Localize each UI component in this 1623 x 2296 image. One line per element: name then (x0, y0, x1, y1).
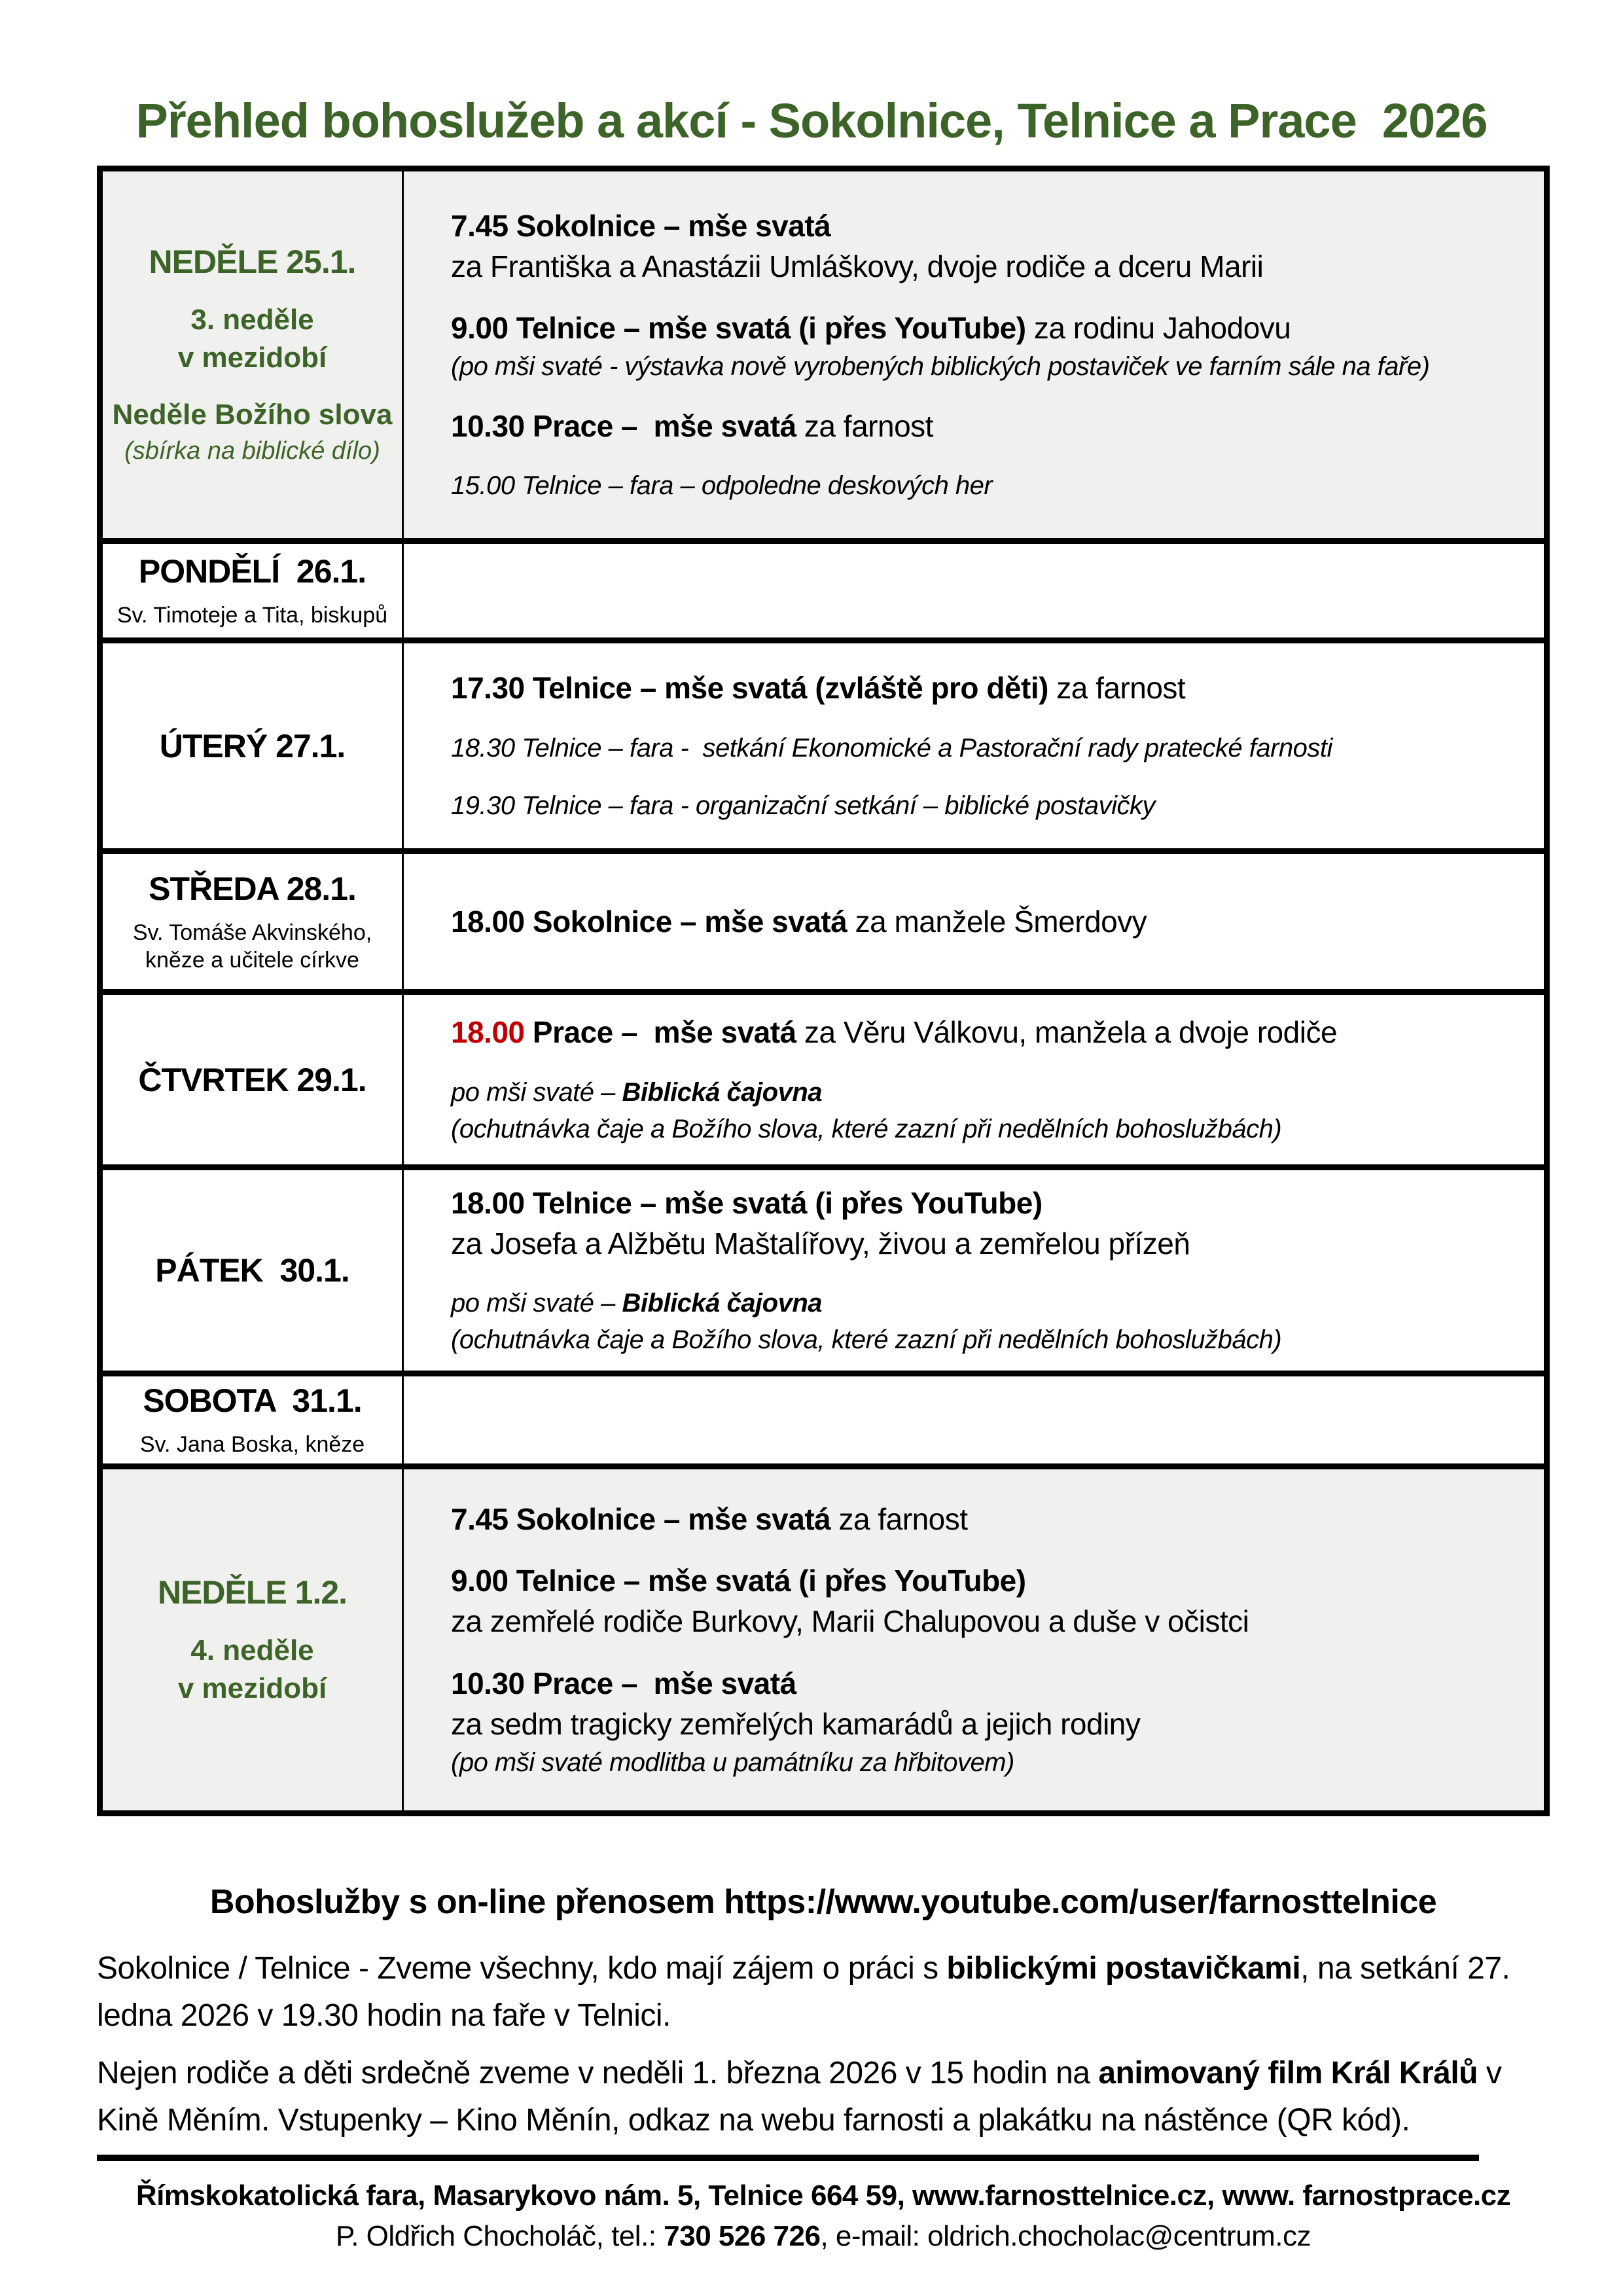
day-label: ČTVRTEK 29.1. (138, 1061, 366, 1098)
schedule-table (97, 166, 1550, 1816)
day-cell-ctvrtek-29-1 (103, 995, 404, 1164)
text-segment: za rodinu Jahodovu (1026, 311, 1291, 345)
event-line (451, 1012, 1518, 1052)
text-segment: (ochutnávka čaje a Božího slova, které zazní při nedělních bohoslužbách) (451, 1114, 1282, 1143)
text-segment: (po mši svaté - výstavka nově vyrobených biblických postaviček ve farním sále na faře) (451, 352, 1430, 382)
online-broadcast-heading (97, 1882, 1550, 1922)
text-segment: (ochutnávka čaje a Božího slova, které zazní při nedělních bohoslužbách) (451, 1325, 1282, 1355)
event-line (451, 1744, 1518, 1781)
text-segment: za sedm tragicky zemřelých kamarádů a jejich rodiny (451, 1706, 1141, 1741)
text-segment: za manžele Šmerdovy (847, 904, 1147, 939)
day-subtitle: Neděle Božího slova (112, 398, 393, 431)
event-block (451, 1285, 1518, 1358)
text-segment: (po mši svaté modlitba u památníku za hřbitovem) (451, 1748, 1014, 1777)
text-segment: za farnost (796, 409, 933, 444)
text-segment: P. Oldřich Chocholáč, tel.: (336, 2220, 664, 2252)
text-segment: 9.00 Telnice – mše svatá (i přes YouTube) (451, 1564, 1026, 1598)
text-segment: Nejen rodiče a děti srdečně zveme v neděli 1. března 2026 v 15 hodin na (97, 2056, 1099, 2090)
events-cell-streda-28-1 (404, 854, 1544, 989)
text-segment: 7.45 Sokolnice – mše svatá (451, 1502, 831, 1537)
day-label: NEDĚLE 25.1. (149, 243, 356, 281)
day-subtitle: Sv. Tomáše Akvinského, (132, 920, 372, 945)
footer-divider (97, 2155, 1479, 2161)
event-line (451, 1111, 1518, 1147)
text-segment: v Kině Měním. Vstupenky – Kino Měnín, odkaz na webu farnosti a plakátku na nástěnce (QR kód). (97, 2056, 1510, 2138)
page-title: Přehled bohoslužeb a akcí - Sokolnice, Telnice a Prace 2026 (135, 94, 1488, 148)
events-cell-sobota-31-1 (404, 1376, 1544, 1463)
schedule-row-pondeli-26-1 (103, 538, 1544, 637)
day-cell-sobota-31-1 (103, 1376, 404, 1463)
day-cell-nedele-25-1 (103, 171, 404, 538)
event-block (451, 1663, 1518, 1781)
day-cell-patek-30-1 (103, 1170, 404, 1371)
event-line (451, 308, 1518, 348)
text-segment: 7.45 Sokolnice – mše svatá (451, 208, 831, 243)
event-block (451, 1499, 1518, 1539)
event-line (451, 1560, 1518, 1601)
schedule-row-patek-30-1 (103, 1164, 1544, 1371)
event-line (451, 348, 1518, 385)
day-cell-nedele-1-2 (103, 1469, 404, 1810)
text-segment: biblickými postavičkami (946, 1951, 1301, 1986)
event-line (451, 901, 1518, 942)
event-line (451, 1285, 1518, 1321)
day-subtitle: (sbírka na biblické dílo) (124, 437, 380, 465)
biblical-figures-paragraph (97, 1945, 1550, 2039)
event-line (451, 668, 1518, 708)
text-segment: animovaný film Král Králů (1098, 2056, 1478, 2090)
day-cell-pondeli-26-1 (103, 544, 404, 637)
event-line (451, 1499, 1518, 1539)
event-block (451, 787, 1518, 824)
event-line (451, 787, 1518, 824)
day-label: ÚTERÝ 27.1. (159, 727, 346, 764)
events-cell-utery-27-1 (404, 643, 1544, 848)
text-segment: 18.00 Sokolnice – mše svatá (451, 904, 847, 939)
day-subtitle: v mezidobí (177, 341, 327, 374)
schedule-row-utery-27-1 (103, 637, 1544, 848)
parish-address-line (97, 2179, 1550, 2212)
events-cell-pondeli-26-1 (404, 544, 1544, 637)
event-block (451, 901, 1518, 942)
day-label: NEDĚLE 1.2. (157, 1574, 348, 1611)
events-cell-patek-30-1 (404, 1170, 1544, 1371)
event-block (451, 308, 1518, 385)
text-segment: 18.30 Telnice – fara - setkání Ekonomické a Pastorační rady pratecké farnosti (451, 733, 1332, 762)
text-segment: Biblická čajovna (622, 1289, 822, 1318)
event-line (451, 730, 1518, 766)
event-line (451, 467, 1518, 504)
text-segment: za Věru Válkovu, manžela a dvoje rodiče (796, 1015, 1338, 1050)
text-segment: , e-mail: (820, 2220, 928, 2252)
event-block (451, 1012, 1518, 1052)
text-segment: za Josefa a Alžbětu Maštalířovy, živou a zemřelou přízeň (451, 1227, 1190, 1261)
text-segment: za zemřelé rodiče Burkovy, Marii Chalupovou a duše v očistci (451, 1604, 1249, 1639)
event-block (451, 668, 1518, 708)
text-segment: Římskokatolická fara, Masarykovo nám. 5, Telnice 664 59, www.farnosttelnice.cz, www. farnostprace.cz (135, 2179, 1511, 2212)
event-block (451, 1560, 1518, 1641)
events-cell-ctvrtek-29-1 (404, 995, 1544, 1164)
day-subtitle: 4. neděle (190, 1634, 314, 1667)
text-segment: Prace – mše svatá (524, 1015, 796, 1050)
day-subtitle: kněze a učitele církve (145, 948, 359, 973)
text-segment: za farnost (830, 1502, 968, 1537)
day-label: STŘEDA 28.1. (149, 870, 356, 907)
event-block (451, 1183, 1518, 1264)
movie-invitation-paragraph (97, 2050, 1550, 2144)
schedule-row-streda-28-1 (103, 848, 1544, 989)
event-line (451, 1704, 1518, 1744)
text-segment: po mši svaté – (451, 1077, 622, 1107)
day-label: PONDĚLÍ 26.1. (138, 553, 366, 590)
text-segment: 18.00 (451, 1015, 525, 1050)
text-segment: , na setkání 27. ledna 2026 v 19.30 hodin na faře v Telnici. (97, 1951, 1519, 2033)
events-cell-nedele-25-1 (404, 171, 1544, 538)
schedule-row-sobota-31-1 (103, 1371, 1544, 1463)
day-cell-streda-28-1 (103, 854, 404, 989)
event-block (451, 730, 1518, 766)
schedule-row-ctvrtek-29-1 (103, 989, 1544, 1164)
event-block (451, 406, 1518, 446)
text-segment: za Františka a Anastázii Umláškovy, dvoje rodiče a dceru Marii (451, 249, 1264, 283)
text-segment: 10.30 Prace – mše svatá (451, 1666, 796, 1700)
priest-contact-line (97, 2220, 1550, 2253)
day-label: PÁTEK 30.1. (155, 1252, 349, 1289)
text-segment: Sokolnice / Telnice - Zveme všechny, kdo mají zájem o práci s (97, 1951, 947, 1986)
event-block (451, 467, 1518, 504)
text-segment: Biblická čajovna (622, 1077, 822, 1107)
event-line (451, 1601, 1518, 1641)
events-cell-nedele-1-2 (404, 1469, 1544, 1810)
text-segment: po mši svaté – (451, 1289, 622, 1318)
text-segment: za farnost (1048, 671, 1186, 706)
event-line (451, 1223, 1518, 1264)
text-segment: 730 526 726 (664, 2220, 821, 2252)
event-line (451, 1321, 1518, 1358)
text-segment: 15.00 Telnice – fara – odpoledne deskových her (451, 471, 993, 501)
day-subtitle: Sv. Jana Boska, kněze (139, 1432, 365, 1458)
text-segment: 10.30 Prace – mše svatá (451, 409, 796, 444)
email-link[interactable]: oldrich.chocholac@centrum.cz (927, 2220, 1311, 2252)
text-segment: Bohoslužby s on-line přenosem (209, 1883, 724, 1921)
day-label: SOBOTA 31.1. (143, 1382, 362, 1420)
event-line (451, 1183, 1518, 1223)
text-segment: 17.30 Telnice – mše svatá (zvláště pro děti) (451, 671, 1048, 706)
day-subtitle: v mezidobí (177, 1672, 327, 1704)
text-segment: 19.30 Telnice – fara - organizační setkání – biblické postavičky (451, 791, 1156, 820)
day-subtitle: 3. neděle (190, 304, 314, 336)
text-segment: 18.00 Telnice – mše svatá (i přes YouTube) (451, 1185, 1043, 1220)
youtube-link[interactable]: https://www.youtube.com/user/farnosttelnice (724, 1883, 1437, 1921)
event-block (451, 206, 1518, 287)
day-subtitle: Sv. Timoteje a Tita, biskupů (116, 603, 388, 628)
event-line (451, 406, 1518, 446)
schedule-row-nedele-1-2 (103, 1463, 1544, 1810)
event-line (451, 1074, 1518, 1111)
schedule-row-nedele-25-1 (103, 171, 1544, 538)
event-line (451, 1663, 1518, 1704)
event-block (451, 1074, 1518, 1147)
text-segment: 9.00 Telnice – mše svatá (i přes YouTube) (451, 311, 1026, 345)
event-line (451, 206, 1518, 246)
day-cell-utery-27-1 (103, 643, 404, 848)
event-line (451, 246, 1518, 287)
